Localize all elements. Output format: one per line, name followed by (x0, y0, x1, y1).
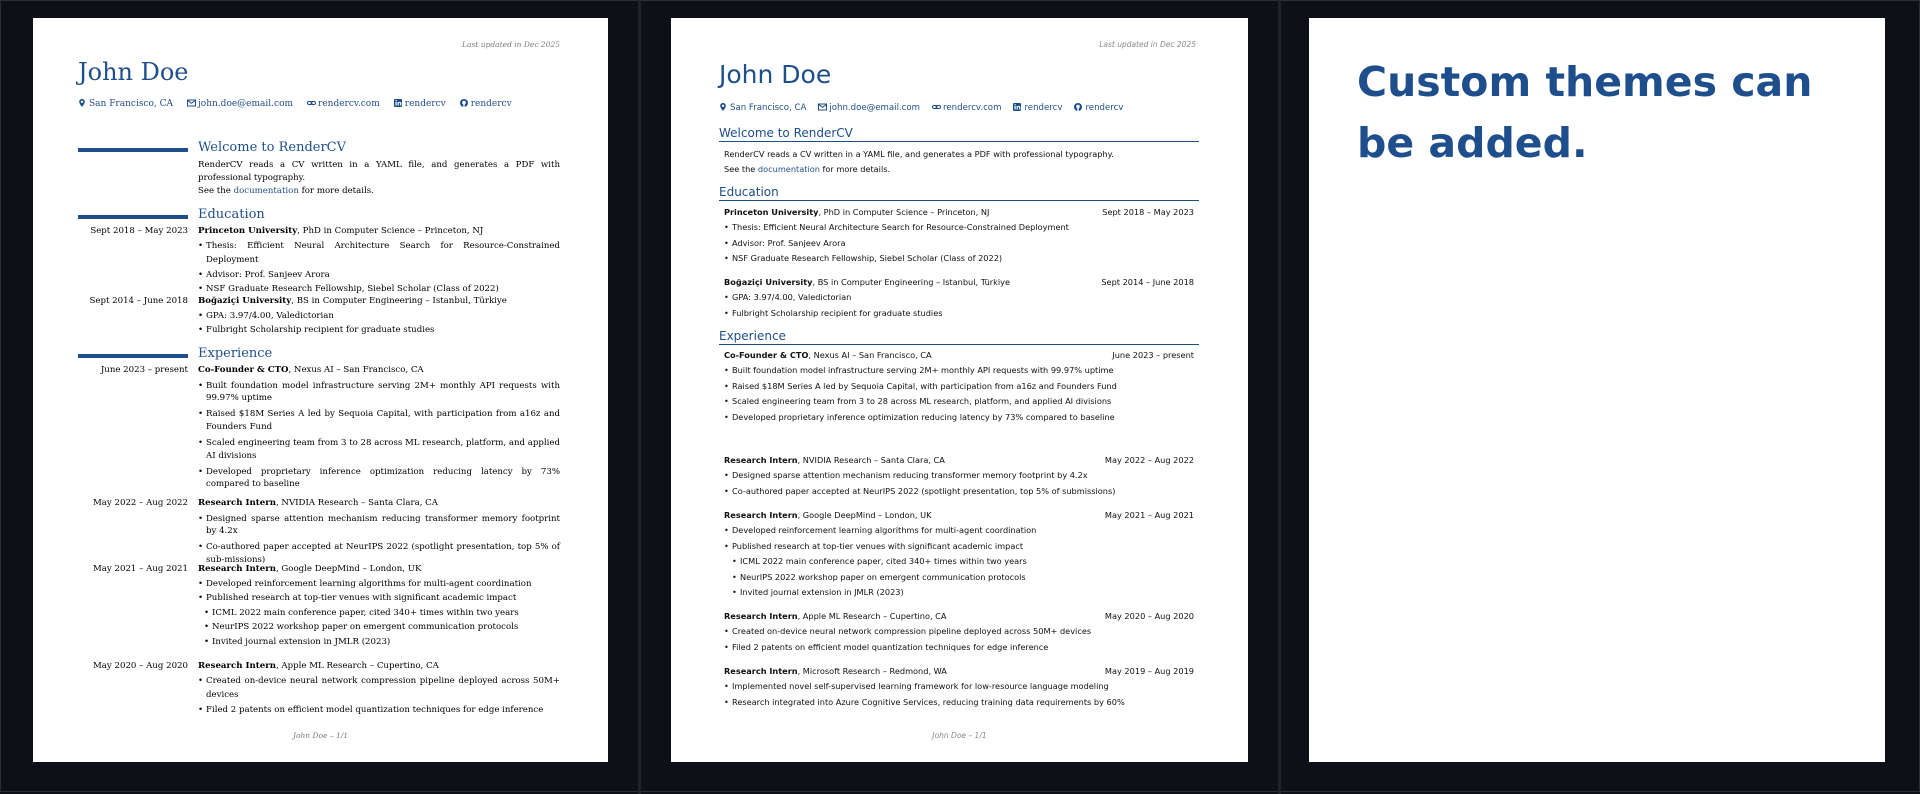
cv-name: John Doe (78, 58, 189, 86)
contact-row (78, 99, 512, 109)
page-footer: John Doe – 1/1 (932, 731, 987, 740)
experience-entry: Research Intern, Google DeepMind – London, UK May 2021 – Aug 2021 • Developed reinforcement learning algorithms for multi-agent coordination • Published research at top-tier venues with significant academic impact • ICML 2022 main conference paper, cited 340+ times within two years • NeurIPS 2022 workshop paper on emergent communication protocols • Invited journal extension in JMLR (2023) (724, 508, 1194, 600)
entry-date: May 2022 – Aug 2022 (1104, 455, 1194, 465)
education-entry: Princeton University, PhD in Computer Science – Princeton, NJ Sept 2018 – May 2023 • Thesis: Efficient Neural Architecture Search for Resource-Constrained Deployment • Advisor: Prof. Sanjeev Arora • NSF Graduate Research Fellowship, Siebel Scholar (Class of 2022) (724, 205, 1194, 267)
list-item: • NSF Graduate Research Fellowship, Siebel Scholar (Class of 2022) (724, 251, 1194, 266)
list-item: • Raised $18M Series A led by Sequoia Capital, with participation from a16z and Founders Fund (198, 408, 560, 433)
list-item: • Published research at top-tier venues with significant academic impact (724, 539, 1194, 554)
panel-divider (1278, 0, 1281, 794)
welcome-line: RenderCV reads a CV written in a YAML file, and generates a PDF with professional typography. (724, 149, 1114, 159)
panel-divider (638, 0, 641, 794)
experience-entry: Research Intern, Apple ML Research – Cupertino, CA • Created on-device neural network compression pipeline deployed across 50M+ devices • Filed 2 patents on efficient model quantization techniques for edge inference (198, 659, 560, 717)
welcome-line: RenderCV reads a CV written in a YAML file, and generates a PDF with professional typography. (198, 160, 560, 183)
experience-entry: Research Intern, Microsoft Research – Redmond, WA May 2019 – Aug 2019 • Implemented novel self-supervised learning framework for low-resource language modeling • Research integrated into Azure Cognitive Services, reducing training data requirements by 60% (724, 664, 1194, 710)
list-item: • Advisor: Prof. Sanjeev Arora (724, 236, 1194, 251)
linkedin-icon (1013, 103, 1021, 111)
list-item: • Developed proprietary inference optimization reducing latency by 73% compared to baseline (198, 466, 560, 491)
list-item: • Raised $18M Series A led by Sequoia Capital, with participation from a16z and Founders Fund (724, 379, 1194, 394)
experience-entry: Co-Founder & CTO, Nexus AI – San Francisco, CA • Built foundation model infrastructure serving 2M+ monthly API requests with 99.97% uptime • Raised $18M Series A led by Sequoia Capital, with participation from a16z and Founders Fund • Scaled engineering team from 3 to 28 across ML research, platform, and applied AI divisions • Developed proprietary inference optimization reducing latency by 73% compared to baseline (198, 363, 560, 491)
list-item: • Designed sparse attention mechanism reducing transformer memory footprint by 4.2x (198, 513, 560, 538)
list-item: • NeurIPS 2022 workshop paper on emergent communication protocols (724, 570, 1194, 585)
section-title: Welcome to RenderCV (198, 140, 347, 155)
documentation-link[interactable]: documentation (757, 164, 820, 174)
entry-date: May 2021 – Aug 2021 (1104, 510, 1194, 520)
experience-entry: Co-Founder & CTO, Nexus AI – San Francisco, CA June 2023 – present • Built foundation model infrastructure serving 2M+ monthly API requests with 99.97% uptime • Raised $18M Series A led by Sequoia Capital, with participation from a16z and Founders Fund • Scaled engineering team from 3 to 28 across ML research, platform, and applied AI divisions • Developed proprietary inference optimization reducing latency by 73% compared to baseline (724, 348, 1194, 425)
entry-date: May 2020 – Aug 2020 (93, 661, 188, 671)
list-item: • Filed 2 patents on efficient model quantization techniques for edge inference (198, 703, 560, 718)
experience-entry: Research Intern, Google DeepMind – London, UK • Developed reinforcement learning algorithms for multi-agent coordination • Published research at top-tier venues with significant academic impact • ICML 2022 main conference paper, cited 340+ times within two years • NeurIPS 2022 workshop paper on emergent communication protocols • Invited journal extension in JMLR (2023) (198, 562, 560, 650)
link-icon (307, 99, 315, 107)
entry-date: May 2022 – Aug 2022 (93, 498, 188, 508)
contact-linkedin[interactable]: rendercv (394, 99, 446, 109)
linkedin-icon (394, 99, 402, 107)
list-item: • Thesis: Efficient Neural Architecture Search for Resource-Constrained Deployment (198, 239, 560, 268)
section-bar (78, 354, 188, 358)
education-entry: Princeton University, PhD in Computer Science – Princeton, NJ • Thesis: Efficient Neural Architecture Search for Resource-Constrained Deployment • Advisor: Prof. Sanjeev Arora • NSF Graduate Research Fellowship, Siebel Scholar (Class of 2022) (198, 224, 560, 297)
list-item: • ICML 2022 main conference paper, cited 340+ times within two years (724, 554, 1194, 569)
list-item: • Research integrated into Azure Cognitive Services, reducing training data requirements by 60% (724, 695, 1194, 710)
list-item: • Co-authored paper accepted at NeurIPS 2022 (spotlight presentation, top 5% of sub-missions) (198, 541, 560, 566)
contact-location[interactable]: San Francisco, CA (78, 99, 173, 109)
section-bar (78, 148, 188, 152)
cv-page-sans (671, 18, 1248, 762)
documentation-link[interactable]: documentation (233, 186, 299, 196)
list-item: • Advisor: Prof. Sanjeev Arora (198, 268, 560, 283)
experience-entry: Research Intern, Apple ML Research – Cupertino, CA May 2020 – Aug 2020 • Created on-device neural network compression pipeline deployed across 50M+ devices • Filed 2 patents on efficient model quantization techniques for edge inference (724, 609, 1194, 655)
entry-date: June 2023 – present (100, 365, 188, 375)
list-item: • NeurIPS 2022 workshop paper on emergent communication protocols (198, 620, 560, 635)
contact-website[interactable]: rendercv.com (932, 103, 1001, 113)
welcome-text (198, 159, 560, 198)
list-item: • Created on-device neural network compression pipeline deployed across 50M+ devices (198, 674, 560, 703)
section-title-experience: Experience (719, 329, 1199, 345)
entry-date: May 2020 – Aug 2020 (1104, 611, 1194, 621)
entry-date: Sept 2014 – June 2018 (89, 296, 188, 306)
list-item: • Invited journal extension in JMLR (2023) (724, 585, 1194, 600)
page-footer: John Doe – 1/1 (292, 731, 349, 740)
last-updated: Last updated in Dec 2025 (462, 40, 560, 49)
welcome-text (724, 147, 1194, 177)
last-updated: Last updated in Dec 2025 (1099, 40, 1196, 49)
custom-themes-headline: Custom themes can be added. (1357, 58, 1813, 167)
contact-email[interactable]: john.doe@email.com (187, 99, 293, 109)
list-item: • Built foundation model infrastructure serving 2M+ monthly API requests with 99.97% uptime (198, 380, 560, 405)
list-item: • Built foundation model infrastructure serving 2M+ monthly API requests with 99.97% uptime (724, 363, 1194, 378)
experience-entry: Research Intern, NVIDIA Research – Santa Clara, CA • Designed sparse attention mechanism reducing transformer memory footprint by 4.2x • Co-authored paper accepted at NeurIPS 2022 (spotlight presentation, top 5% of sub-missions) (198, 496, 560, 566)
list-item: • Co-authored paper accepted at NeurIPS 2022 (spotlight presentation, top 5% of submissions) (724, 484, 1194, 499)
contact-github[interactable]: rendercv (1074, 103, 1123, 113)
list-item: • Filed 2 patents on efficient model quantization techniques for edge inference (724, 640, 1194, 655)
list-item: • Fulbright Scholarship recipient for graduate studies (724, 306, 1194, 321)
entry-date: Sept 2018 – May 2023 (90, 226, 188, 236)
section-title: Education (198, 207, 265, 222)
list-item: • Created on-device neural network compression pipeline deployed across 50M+ devices (724, 624, 1194, 639)
list-item: • Thesis: Efficient Neural Architecture Search for Resource-Constrained Deployment (724, 220, 1194, 235)
entry-date: May 2021 – Aug 2021 (93, 564, 188, 574)
list-item: • Invited journal extension in JMLR (2023) (198, 635, 560, 650)
list-item: • Designed sparse attention mechanism reducing transformer memory footprint by 4.2x (724, 468, 1194, 483)
contact-row (719, 103, 1123, 113)
email-icon (818, 103, 826, 111)
entry-date: Sept 2018 – May 2023 (1102, 207, 1194, 217)
link-icon (932, 103, 940, 111)
list-item: • GPA: 3.97/4.00, Valedictorian (724, 290, 1194, 305)
section-title-education: Education (719, 185, 1199, 201)
location-icon (78, 99, 86, 107)
cv-name: John Doe (719, 60, 832, 89)
list-item: • Scaled engineering team from 3 to 28 across ML research, platform, and applied AI divisions (198, 437, 560, 462)
entry-date: Sept 2014 – June 2018 (1101, 277, 1194, 287)
cv-page-classic (33, 18, 608, 762)
list-item: • Scaled engineering team from 3 to 28 across ML research, platform, and applied AI divisions (724, 394, 1194, 409)
contact-linkedin[interactable]: rendercv (1013, 103, 1062, 113)
contact-location[interactable]: San Francisco, CA (719, 103, 806, 113)
github-icon (1074, 103, 1082, 111)
section-title: Experience (198, 346, 273, 361)
list-item: • Developed reinforcement learning algorithms for multi-agent coordination (724, 523, 1194, 538)
contact-website[interactable]: rendercv.com (307, 99, 380, 109)
list-item: • Published research at top-tier venues with significant academic impact (198, 591, 560, 606)
list-item: • ICML 2022 main conference paper, cited 340+ times within two years (198, 606, 560, 621)
entry-date: May 2019 – Aug 2019 (1104, 666, 1194, 676)
list-item: • NSF Graduate Research Fellowship, Siebel Scholar (Class of 2022) (198, 282, 560, 297)
list-item: • Implemented novel self-supervised learning framework for low-resource language modeling (724, 679, 1194, 694)
education-entry: Boğaziçi University, BS in Computer Engineering – Istanbul, Türkiye Sept 2014 – June 2018 • GPA: 3.97/4.00, Valedictorian • Fulbright Scholarship recipient for graduate studies (724, 275, 1194, 321)
location-icon (719, 103, 727, 111)
entry-date: June 2023 – present (1112, 350, 1194, 360)
contact-email[interactable]: john.doe@email.com (818, 103, 920, 113)
github-icon (460, 99, 468, 107)
welcome-see-line: See the documentation for more details. (724, 164, 891, 174)
list-item: • Developed reinforcement learning algorithms for multi-agent coordination (198, 577, 560, 592)
list-item: • Fulbright Scholarship recipient for graduate studies (198, 323, 560, 338)
list-item: • Developed proprietary inference optimization reducing latency by 73% compared to baseline (724, 410, 1194, 425)
list-item: • GPA: 3.97/4.00, Valedictorian (198, 309, 560, 324)
experience-entry: Research Intern, NVIDIA Research – Santa Clara, CA May 2022 – Aug 2022 • Designed sparse attention mechanism reducing transformer memory footprint by 4.2x • Co-authored paper accepted at NeurIPS 2022 (spotlight presentation, top 5% of submissions) (724, 453, 1194, 499)
welcome-see-line: See the documentation for more details. (198, 186, 374, 196)
contact-github[interactable]: rendercv (460, 99, 512, 109)
education-entry: Boğaziçi University, BS in Computer Engineering – Istanbul, Türkiye • GPA: 3.97/4.00, Valedictorian • Fulbright Scholarship recipient for graduate studies (198, 294, 560, 338)
custom-theme-page (1309, 18, 1885, 762)
section-bar (78, 215, 188, 219)
section-title-welcome: Welcome to RenderCV (719, 126, 1199, 142)
email-icon (187, 99, 195, 107)
